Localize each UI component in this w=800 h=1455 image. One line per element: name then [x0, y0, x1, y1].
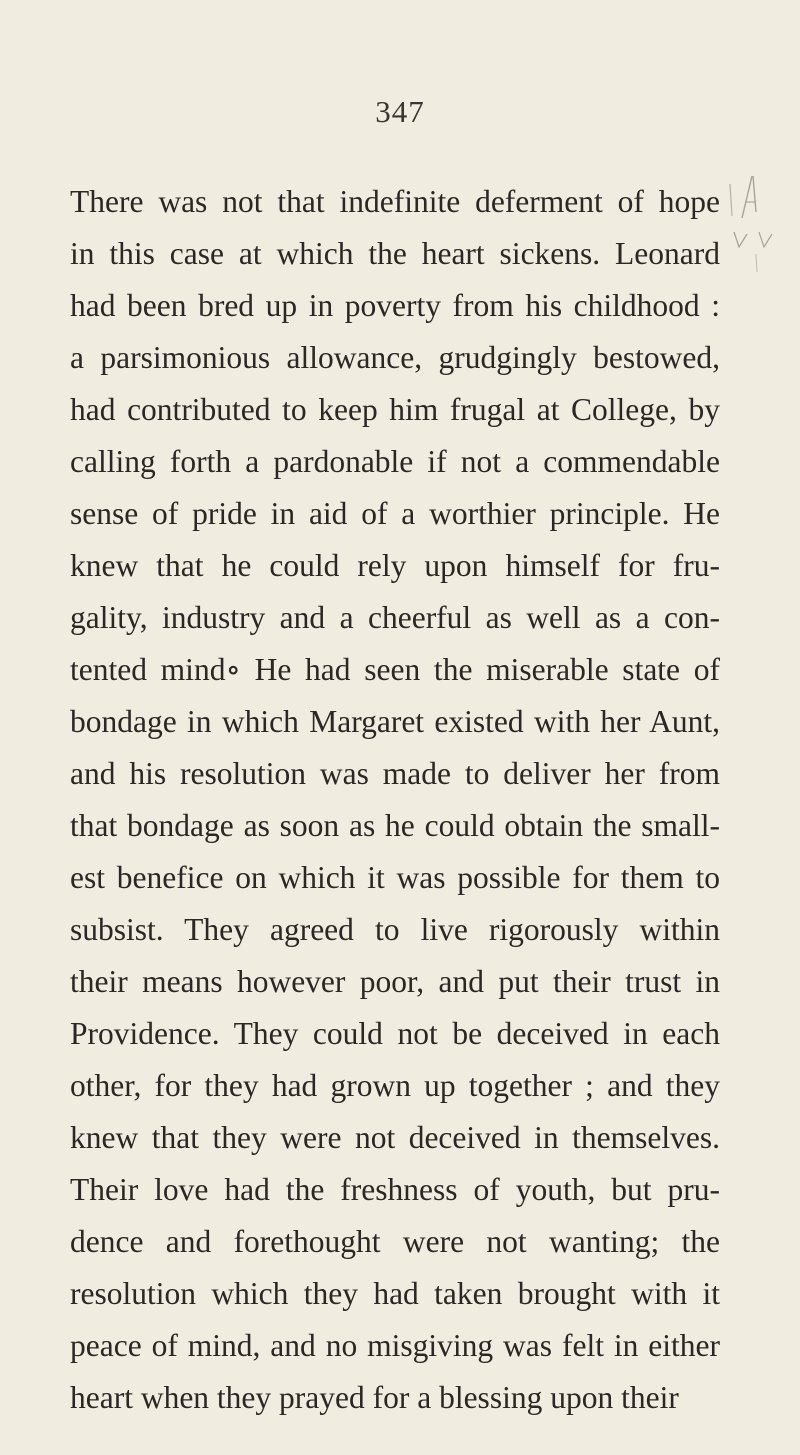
text-line: subsist. They agreed to live rigorously within [70, 912, 720, 947]
text-line: calling forth a pardonable if not a commendable [70, 444, 720, 479]
text-line: There was not that indefinite deferment of hope [70, 184, 720, 219]
text-line: Providence. They could not be deceived in each [70, 1016, 720, 1051]
text-line: and his resolution was made to deliver her from [70, 756, 720, 791]
text-line: knew that they were not deceived in themselves. [70, 1120, 720, 1155]
text-line: had contributed to keep him frugal at College, by [70, 392, 720, 427]
text-line: in this case at which the heart sickens. Leonard [70, 236, 720, 271]
page-number: 347 [375, 94, 425, 129]
text-line: tented mind∘ He had seen the miserable state of [70, 652, 720, 687]
text-line: bondage in which Margaret existed with her Aunt, [70, 704, 720, 739]
text-line: heart when they prayed for a blessing upon their [70, 1380, 679, 1415]
text-line: resolution which they had taken brought with it [70, 1276, 720, 1311]
body-text [70, 176, 720, 1424]
text-line: knew that he could rely upon himself for fru- [70, 548, 720, 583]
text-line: gality, industry and a cheerful as well as a con- [70, 600, 720, 635]
text-line: a parsimonious allowance, grudgingly bestowed, [70, 340, 720, 375]
text-line: their means however poor, and put their trust in [70, 964, 720, 999]
text-line: had been bred up in poverty from his childhood : [70, 288, 720, 323]
text-line: other, for they had grown up together ; and they [70, 1068, 720, 1103]
text-line: that bondage as soon as he could obtain the small- [70, 808, 720, 843]
text-line: est benefice on which it was possible for them to [70, 860, 720, 895]
text-line: dence and forethought were not wanting; the [70, 1224, 720, 1259]
text-line: peace of mind, and no misgiving was felt in either [70, 1328, 720, 1363]
pencil-margin-mark [726, 172, 786, 282]
text-line: Their love had the freshness of youth, but pru- [70, 1172, 720, 1207]
text-line: sense of pride in aid of a worthier principle. He [70, 496, 720, 531]
